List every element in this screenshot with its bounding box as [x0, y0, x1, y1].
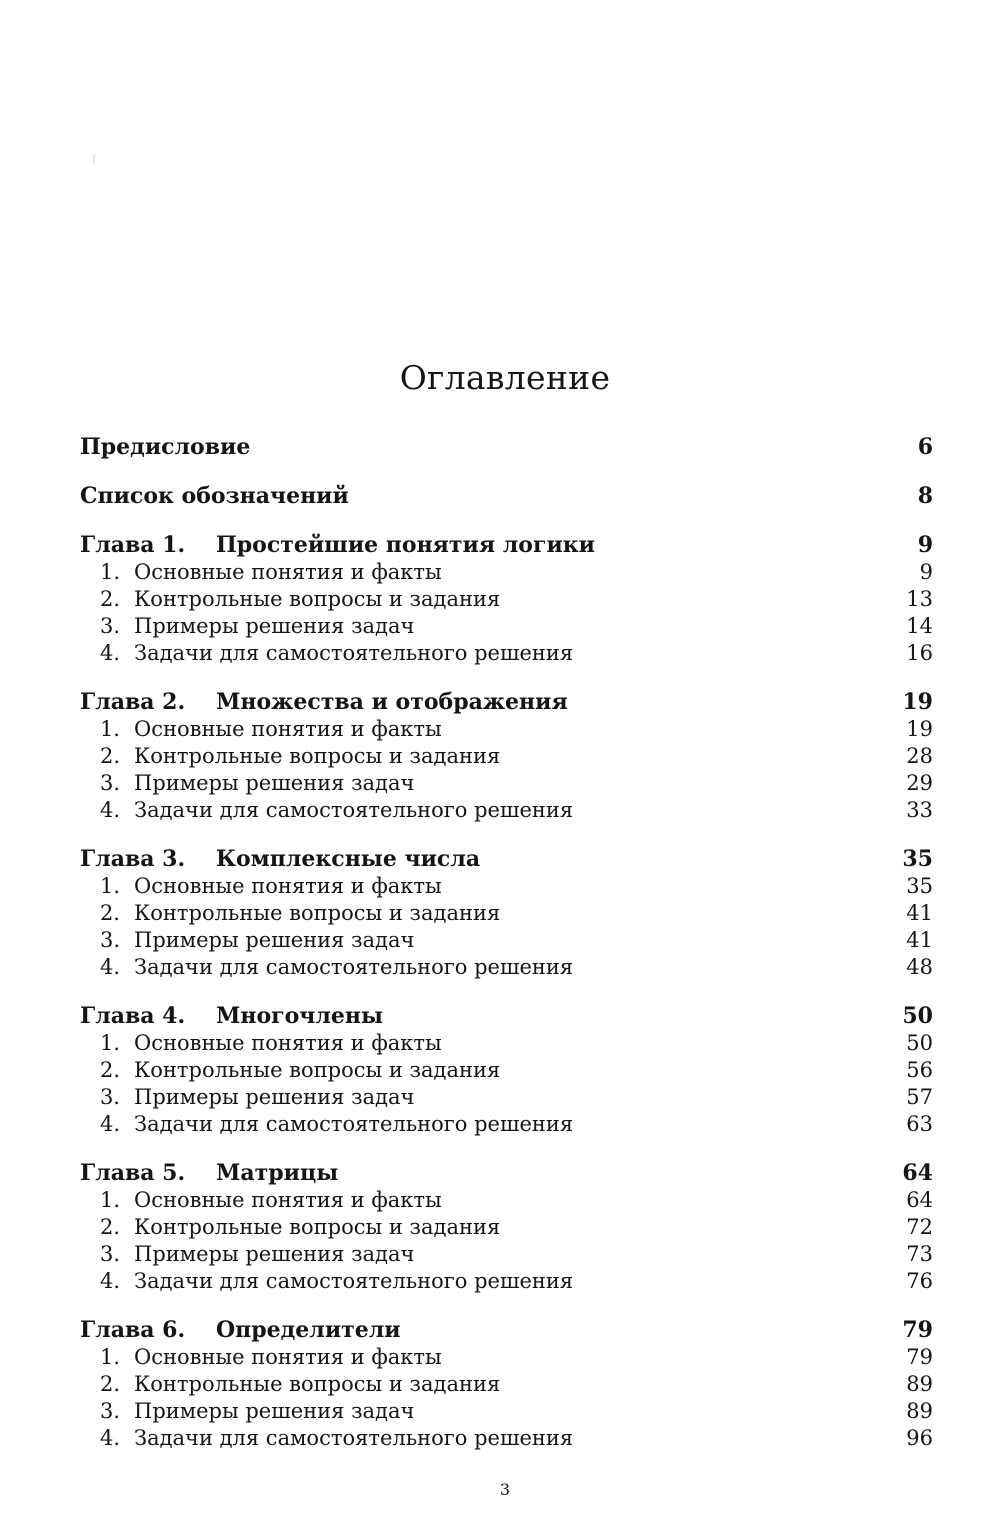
page-title: Оглавление: [399, 358, 611, 398]
chapter-2: [80, 688, 933, 824]
section-title: Основные понятия и факты: [134, 717, 442, 741]
section-title: Основные понятия и факты: [134, 1345, 442, 1369]
section-title: Примеры решения задач: [134, 614, 415, 638]
section-number: 2.: [99, 744, 120, 768]
section-page: 96: [906, 1426, 933, 1450]
toc-entry-page: 8: [917, 483, 933, 509]
section-title: Примеры решения задач: [134, 1085, 415, 1109]
section-page: 35: [906, 874, 933, 898]
section-entry[interactable]: [80, 1057, 933, 1084]
section-page: 73: [906, 1242, 933, 1266]
toc-entry-notation[interactable]: [80, 482, 933, 510]
chapter-number: Глава 3.: [80, 846, 186, 872]
chapter-title: Определители: [216, 1317, 401, 1343]
toc-entry-preface[interactable]: [80, 433, 933, 461]
toc-entry-label: Предисловие: [80, 434, 251, 460]
section-page: 41: [906, 928, 933, 952]
section-page: 19: [906, 717, 933, 741]
section-number: 2.: [99, 1215, 120, 1239]
chapter-title: Матрицы: [216, 1160, 339, 1186]
section-page: 56: [906, 1058, 933, 1082]
section-page: 57: [906, 1085, 933, 1109]
section-entry[interactable]: [80, 1241, 933, 1268]
section-title: Примеры решения задач: [134, 771, 415, 795]
section-title: Задачи для самостоятельного решения: [134, 955, 574, 979]
section-page: 16: [906, 641, 933, 665]
section-page: 48: [906, 955, 933, 979]
toc-entry-page: 6: [917, 434, 933, 460]
section-title: Контрольные вопросы и задания: [134, 1215, 501, 1239]
chapter-heading[interactable]: [80, 1316, 933, 1344]
section-title: Примеры решения задач: [134, 1242, 415, 1266]
chapter-1: [80, 531, 933, 667]
chapter-page: 9: [917, 532, 933, 558]
section-entry[interactable]: [80, 797, 933, 824]
section-number: 2.: [99, 901, 120, 925]
chapter-heading[interactable]: [80, 531, 933, 559]
section-entry[interactable]: [80, 900, 933, 927]
chapter-heading[interactable]: [80, 1002, 933, 1030]
chapter-heading[interactable]: [80, 688, 933, 716]
chapter-4: [80, 1002, 933, 1138]
section-entry[interactable]: [80, 559, 933, 586]
section-page: 76: [906, 1269, 933, 1293]
section-number: 1.: [99, 560, 120, 584]
section-page: 29: [906, 771, 933, 795]
section-entry[interactable]: [80, 1371, 933, 1398]
section-page: 41: [906, 901, 933, 925]
chapter-title: Простейшие понятия логики: [216, 532, 595, 558]
section-entry[interactable]: [80, 1030, 933, 1057]
section-number: 3.: [99, 614, 120, 638]
section-number: 2.: [99, 587, 120, 611]
toc-entry-label: Список обозначений: [80, 483, 349, 509]
section-number: 3.: [99, 1085, 120, 1109]
chapter-number: Глава 6.: [80, 1317, 186, 1343]
section-number: 3.: [99, 1242, 120, 1266]
section-number: 4.: [99, 641, 120, 665]
chapter-number: Глава 2.: [80, 689, 186, 715]
section-title: Задачи для самостоятельного решения: [134, 1426, 574, 1450]
section-number: 1.: [99, 1345, 120, 1369]
chapter-page: 50: [902, 1003, 933, 1029]
section-title: Задачи для самостоятельного решения: [134, 1112, 574, 1136]
section-page: 89: [906, 1399, 933, 1423]
section-entry[interactable]: [80, 1187, 933, 1214]
chapter-5: [80, 1159, 933, 1295]
section-page: 89: [906, 1372, 933, 1396]
chapter-page: 64: [902, 1160, 933, 1186]
section-entry[interactable]: [80, 1111, 933, 1138]
section-title: Основные понятия и факты: [134, 874, 442, 898]
section-number: 4.: [99, 798, 120, 822]
section-number: 2.: [99, 1372, 120, 1396]
section-title: Основные понятия и факты: [134, 1031, 442, 1055]
section-entry[interactable]: [80, 716, 933, 743]
section-number: 1.: [99, 874, 120, 898]
section-page: 50: [906, 1031, 933, 1055]
section-title: Контрольные вопросы и задания: [134, 587, 501, 611]
section-title: Основные понятия и факты: [134, 560, 442, 584]
section-entry[interactable]: [80, 770, 933, 797]
section-number: 1.: [99, 717, 120, 741]
chapter-number: Глава 4.: [80, 1003, 186, 1029]
section-page: 28: [906, 744, 933, 768]
section-entry[interactable]: [80, 743, 933, 770]
section-title: Контрольные вопросы и задания: [134, 1058, 501, 1082]
section-title: Примеры решения задач: [134, 1399, 415, 1423]
section-page: 9: [919, 560, 933, 584]
section-title: Задачи для самостоятельного решения: [134, 641, 574, 665]
section-title: Основные понятия и факты: [134, 1188, 442, 1212]
section-title: Контрольные вопросы и задания: [134, 901, 501, 925]
section-entry[interactable]: [80, 1268, 933, 1295]
section-page: 13: [906, 587, 933, 611]
chapter-page: 19: [902, 689, 933, 715]
scan-speck: [93, 154, 95, 164]
section-number: 4.: [99, 1269, 120, 1293]
section-number: 4.: [99, 955, 120, 979]
section-entry[interactable]: [80, 954, 933, 981]
section-entry[interactable]: [80, 1084, 933, 1111]
chapter-title: Комплексные числа: [216, 846, 481, 872]
chapter-number: Глава 5.: [80, 1160, 186, 1186]
section-page: 72: [906, 1215, 933, 1239]
chapter-title: Множества и отображения: [216, 689, 568, 715]
section-entry[interactable]: [80, 640, 933, 667]
section-number: 3.: [99, 771, 120, 795]
section-page: 79: [906, 1345, 933, 1369]
section-page: 14: [906, 614, 933, 638]
section-page: 64: [906, 1188, 933, 1212]
chapter-page: 79: [902, 1317, 933, 1343]
section-title: Контрольные вопросы и задания: [134, 744, 501, 768]
chapter-number: Глава 1.: [80, 532, 186, 558]
section-entry[interactable]: [80, 586, 933, 613]
section-title: Задачи для самостоятельного решения: [134, 798, 574, 822]
section-page: 33: [906, 798, 933, 822]
section-entry[interactable]: [80, 1398, 933, 1425]
section-title: Задачи для самостоятельного решения: [134, 1269, 574, 1293]
section-number: 4.: [99, 1112, 120, 1136]
section-number: 2.: [99, 1058, 120, 1082]
section-number: 1.: [99, 1031, 120, 1055]
section-number: 4.: [99, 1426, 120, 1450]
chapter-heading[interactable]: [80, 845, 933, 873]
section-number: 1.: [99, 1188, 120, 1212]
chapter-3: [80, 845, 933, 981]
section-entry[interactable]: [80, 873, 933, 900]
chapter-heading[interactable]: [80, 1159, 933, 1187]
section-title: Контрольные вопросы и задания: [134, 1372, 501, 1396]
chapter-title: Многочлены: [216, 1003, 384, 1029]
section-entry[interactable]: [80, 1214, 933, 1241]
section-entry[interactable]: [80, 1344, 933, 1371]
page-number: 3: [499, 1480, 511, 1499]
section-entry[interactable]: [80, 1425, 933, 1452]
section-title: Примеры решения задач: [134, 928, 415, 952]
table-of-contents: [80, 433, 933, 1473]
section-entry[interactable]: [80, 927, 933, 954]
chapter-page: 35: [902, 846, 933, 872]
chapter-6: [80, 1316, 933, 1452]
section-page: 63: [906, 1112, 933, 1136]
section-number: 3.: [99, 928, 120, 952]
section-number: 3.: [99, 1399, 120, 1423]
section-entry[interactable]: [80, 613, 933, 640]
